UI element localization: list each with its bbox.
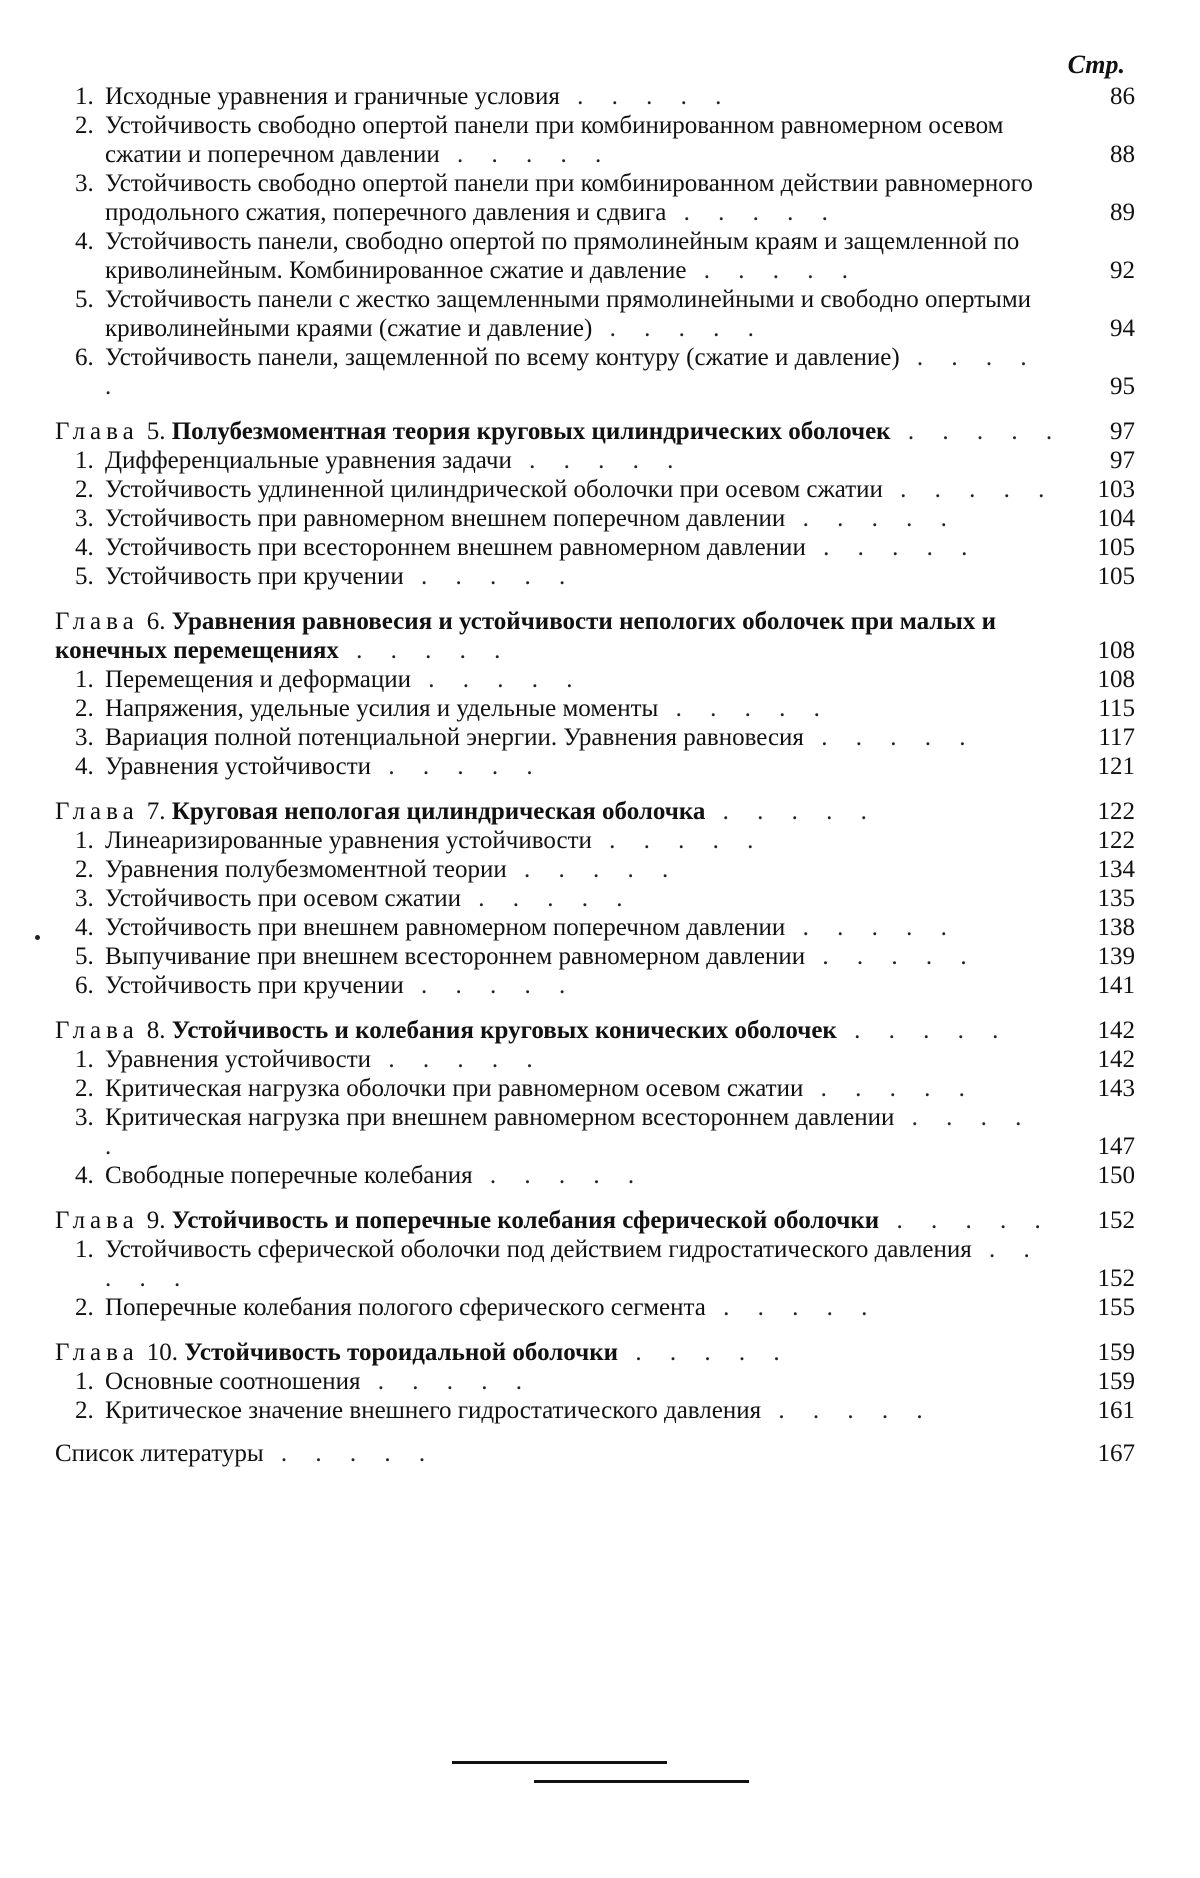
- toc-section: [55, 446, 1135, 475]
- literature-title: Список литературы: [55, 1440, 264, 1467]
- section-number: 2.: [75, 695, 94, 722]
- toc-list: [55, 82, 1135, 1468]
- section-number: 3.: [75, 1104, 94, 1131]
- leader-dots: . . . . .: [890, 418, 1064, 445]
- chapter-title: Полубезмоментная теория круговых цилиндрических оболочек: [171, 418, 891, 445]
- section-number: 4.: [75, 228, 94, 255]
- page-number: 104: [1097, 505, 1135, 532]
- section-number: 3.: [75, 724, 94, 751]
- section-title: Перемещения и деформации: [105, 666, 411, 693]
- section-number: 1.: [75, 1368, 94, 1395]
- section-number: 1.: [75, 827, 94, 854]
- toc-section: [55, 1396, 1135, 1425]
- chapter-number: 5.: [146, 418, 172, 445]
- page-number: 95: [1110, 373, 1135, 400]
- page-number: 134: [1097, 856, 1135, 883]
- closing-rule-top: [452, 1761, 667, 1764]
- chapter-label: Глава: [55, 1017, 139, 1044]
- section-number: 2.: [75, 856, 94, 883]
- section-title: Устойчивость при кручении: [105, 563, 404, 590]
- chapter-number: 6.: [146, 608, 172, 635]
- closing-rule-bottom: [534, 1780, 749, 1783]
- toc-section: [55, 1367, 1135, 1396]
- page-number: 117: [1098, 724, 1135, 751]
- leader-dots: . . . . .: [803, 1075, 976, 1102]
- leader-dots: . . . . .: [705, 1294, 879, 1321]
- page-number: 159: [1097, 1339, 1135, 1366]
- leader-dots: . . . . .: [658, 695, 831, 722]
- leader-dots: . . . . .: [618, 1339, 791, 1366]
- leader-dots: . . . . .: [592, 315, 765, 342]
- section-number: 2.: [75, 112, 94, 139]
- section-title: Дифференциальные уравнения задачи: [105, 447, 512, 474]
- leader-dots: . . . . .: [666, 199, 839, 226]
- section-title: Напряжения, удельные усилия и удельные моменты: [105, 695, 659, 722]
- section-number: 3.: [75, 885, 94, 912]
- section-title: Устойчивость панели, свободно опертой по прямолинейным краям и защемленной по криволинейным. Комбинированное сжатие и давление: [105, 228, 1020, 284]
- leader-dots: . . . . .: [761, 1397, 934, 1424]
- section-number: 5.: [75, 563, 94, 590]
- chapter-label: Глава: [55, 608, 139, 635]
- section-title: Устойчивость при равномерном внешнем поперечном давлении: [105, 505, 786, 532]
- chapter-label: Глава: [55, 418, 139, 445]
- print-speck: [35, 935, 40, 940]
- section-title: Исходные уравнения и граничные условия: [105, 83, 560, 110]
- leader-dots: . . . . .: [836, 1017, 1010, 1044]
- section-title: Критическая нагрузка оболочки при равномерном осевом сжатии: [105, 1075, 804, 1102]
- section-title: Устойчивость при осевом сжатии: [105, 885, 462, 912]
- leader-dots: . . . . .: [461, 885, 634, 912]
- section-number: 3.: [75, 170, 94, 197]
- toc-section: [55, 562, 1135, 591]
- page-number: 108: [1097, 666, 1135, 693]
- page-number: 138: [1097, 914, 1135, 941]
- leader-dots: . . . . .: [403, 972, 577, 999]
- chapter-label: Глава: [55, 1339, 139, 1366]
- toc-chapter: [55, 1016, 1135, 1045]
- leader-dots: . . . . .: [338, 637, 512, 664]
- page-number: 92: [1110, 257, 1135, 284]
- leader-dots: . . . . .: [686, 257, 859, 284]
- leader-dots: . . . . .: [360, 1368, 534, 1395]
- page-number: 142: [1097, 1017, 1135, 1044]
- page-number: 143: [1097, 1075, 1135, 1102]
- page-number: 105: [1097, 534, 1135, 561]
- page-number: 88: [1110, 141, 1135, 168]
- section-title: Выпучивание при внешнем всестороннем равномерном давлении: [105, 943, 806, 970]
- page-number: 122: [1097, 798, 1135, 825]
- section-title: Вариация полной потенциальной энергии. Уравнения равновесия: [105, 724, 804, 751]
- section-number: 4.: [75, 914, 94, 941]
- toc-section: [55, 971, 1135, 1000]
- section-title: Устойчивость свободно опертой панели при комбинированном равномерном осевом сжатии и поперечном давлении: [105, 112, 1004, 168]
- toc-section: [55, 111, 1135, 169]
- chapter-number: 7.: [146, 798, 172, 825]
- section-title: Линеаризированные уравнения устойчивости: [105, 827, 592, 854]
- section-number: 2.: [75, 1294, 94, 1321]
- chapter-title: Круговая непологая цилиндрическая оболочка: [171, 798, 706, 825]
- toc-section: [55, 533, 1135, 562]
- section-title: Свободные поперечные колебания: [105, 1162, 473, 1189]
- leader-dots: . . . . .: [506, 856, 680, 883]
- toc-section: [55, 1074, 1135, 1103]
- toc-section: [55, 227, 1135, 285]
- table-of-contents: [55, 48, 1135, 1468]
- section-number: 1.: [75, 1236, 94, 1263]
- toc-section: [55, 343, 1135, 401]
- section-number: 2.: [75, 476, 94, 503]
- leader-dots: . . . . .: [472, 1162, 646, 1189]
- leader-dots: . . . . .: [105, 1236, 1041, 1292]
- toc-section: [55, 504, 1135, 533]
- section-number: 4.: [75, 534, 94, 561]
- leader-dots: . . . . .: [785, 914, 958, 941]
- page-number: 150: [1097, 1162, 1135, 1189]
- toc-section: [55, 169, 1135, 227]
- section-number: 2.: [75, 1397, 94, 1424]
- leader-dots: . . . . .: [705, 798, 878, 825]
- section-title: Устойчивость при кручении: [105, 972, 404, 999]
- chapter-label: Глава: [55, 1207, 139, 1234]
- page-number: 94: [1110, 315, 1135, 342]
- toc-section: [55, 855, 1135, 884]
- section-number: 2.: [75, 1075, 94, 1102]
- page-number: 105: [1097, 563, 1135, 590]
- section-title: Уравнения полубезмоментной теории: [105, 856, 507, 883]
- toc-section: [55, 942, 1135, 971]
- leader-dots: . . . . .: [805, 943, 978, 970]
- page-number: 86: [1110, 83, 1135, 110]
- chapter-number: 9.: [146, 1207, 172, 1234]
- chapter-number: 10.: [146, 1339, 185, 1366]
- leader-dots: . . . . .: [371, 753, 544, 780]
- section-number: 4.: [75, 753, 94, 780]
- section-number: 1.: [75, 83, 94, 110]
- chapter-number: 8.: [146, 1017, 172, 1044]
- leader-dots: . . . . .: [410, 666, 584, 693]
- chapter-title: Устойчивость тороидальной оболочки: [184, 1339, 619, 1366]
- leader-dots: . . . . .: [105, 1104, 1033, 1160]
- section-title: Критическое значение внешнего гидростатического давления: [105, 1397, 762, 1424]
- page-number: 152: [1097, 1207, 1135, 1234]
- page-number: 155: [1097, 1294, 1135, 1321]
- leader-dots: . . . . .: [403, 563, 577, 590]
- section-title: Уравнения устойчивости: [105, 1046, 372, 1073]
- toc-section: [55, 1235, 1135, 1293]
- page-number: 161: [1097, 1397, 1135, 1424]
- page-number: 159: [1097, 1368, 1135, 1395]
- toc-section: [55, 285, 1135, 343]
- toc-chapter: [55, 417, 1135, 446]
- leader-dots: . . . . .: [879, 1207, 1052, 1234]
- toc-section: [55, 694, 1135, 723]
- section-title: Устойчивость панели с жестко защемленными прямолинейными и свободно опертыми криволинейными краями (сжатие и давление): [105, 286, 1032, 342]
- leader-dots: . . . . .: [371, 1046, 544, 1073]
- toc-section: [55, 475, 1135, 504]
- section-number: 6.: [75, 972, 94, 999]
- section-title: Устойчивость сферической оболочки под действием гидростатического давления: [105, 1236, 972, 1263]
- page-number: 135: [1097, 885, 1135, 912]
- toc-section: [55, 1103, 1135, 1161]
- page-number: 167: [1097, 1440, 1135, 1467]
- toc-chapter: [55, 1338, 1135, 1367]
- leader-dots: . . . . .: [559, 83, 733, 110]
- leader-dots: . . . . .: [591, 827, 765, 854]
- toc-chapter: [55, 607, 1135, 665]
- section-number: 6.: [75, 344, 94, 371]
- leader-dots: . . . . .: [803, 724, 977, 751]
- page-number: 97: [1110, 418, 1135, 445]
- toc-section: [55, 884, 1135, 913]
- toc-section: [55, 826, 1135, 855]
- toc-literature: [55, 1439, 1135, 1468]
- toc-chapter: [55, 797, 1135, 826]
- page-number: 103: [1097, 476, 1135, 503]
- section-title: Основные соотношения: [105, 1368, 361, 1395]
- toc-section: [55, 723, 1135, 752]
- leader-dots: . . . . .: [263, 1440, 437, 1467]
- leader-dots: . . . . .: [785, 505, 958, 532]
- section-number: 5.: [75, 286, 94, 313]
- toc-section: [55, 913, 1135, 942]
- section-title: Критическая нагрузка при внешнем равномерном всестороннем давлении: [105, 1104, 895, 1131]
- section-title: Поперечные колебания пологого сферического сегмента: [105, 1294, 706, 1321]
- chapter-label: Глава: [55, 798, 139, 825]
- page-number: 108: [1097, 637, 1135, 664]
- section-title: Устойчивость свободно опертой панели при комбинированном действии равномерного продольного сжатия, поперечного давления и сдвига: [105, 170, 1033, 226]
- page-number: 122: [1097, 827, 1135, 854]
- leader-dots: . . . . .: [511, 447, 685, 474]
- chapter-title: Устойчивость и колебания круговых конических оболочек: [171, 1017, 837, 1044]
- toc-section: [55, 1045, 1135, 1074]
- page-number: 152: [1097, 1265, 1135, 1292]
- section-title: Устойчивость удлиненной цилиндрической оболочки при осевом сжатии: [105, 476, 883, 503]
- section-number: 1.: [75, 666, 94, 693]
- section-title: Устойчивость панели, защемленной по всему контуру (сжатие и давление): [105, 344, 900, 371]
- page-number: 89: [1110, 199, 1135, 226]
- toc-section: [55, 752, 1135, 781]
- toc-section: [55, 82, 1135, 111]
- page-number: 141: [1097, 972, 1135, 999]
- leader-dots: . . . . .: [805, 534, 979, 561]
- page-number: 139: [1097, 943, 1135, 970]
- page-number: 147: [1097, 1133, 1135, 1160]
- section-number: 4.: [75, 1162, 94, 1189]
- toc-section: [55, 665, 1135, 694]
- section-title: Устойчивость при внешнем равномерном поперечном давлении: [105, 914, 786, 941]
- section-number: 1.: [75, 447, 94, 474]
- page-number: 115: [1098, 695, 1135, 722]
- toc-chapter: [55, 1206, 1135, 1235]
- page-number: 142: [1097, 1046, 1135, 1073]
- section-title: Уравнения устойчивости: [105, 753, 372, 780]
- page-number: 97: [1110, 447, 1135, 474]
- leader-dots: . . . . .: [882, 476, 1056, 503]
- section-number: 3.: [75, 505, 94, 532]
- toc-section: [55, 1161, 1135, 1190]
- chapter-title: Уравнения равновесия и устойчивости непологих оболочек при малых и конечных перемещениях: [55, 608, 996, 664]
- chapter-title: Устойчивость и поперечные колебания сферической оболочки: [171, 1207, 880, 1234]
- section-title: Устойчивость при всестороннем внешнем равномерном давлении: [105, 534, 806, 561]
- page-column-header: Стр.: [1067, 50, 1125, 79]
- section-number: 5.: [75, 943, 94, 970]
- page-number: 121: [1097, 753, 1135, 780]
- leader-dots: . . . . .: [105, 344, 1038, 400]
- leader-dots: . . . . .: [439, 141, 613, 168]
- section-number: 1.: [75, 1046, 94, 1073]
- toc-section: [55, 1293, 1135, 1322]
